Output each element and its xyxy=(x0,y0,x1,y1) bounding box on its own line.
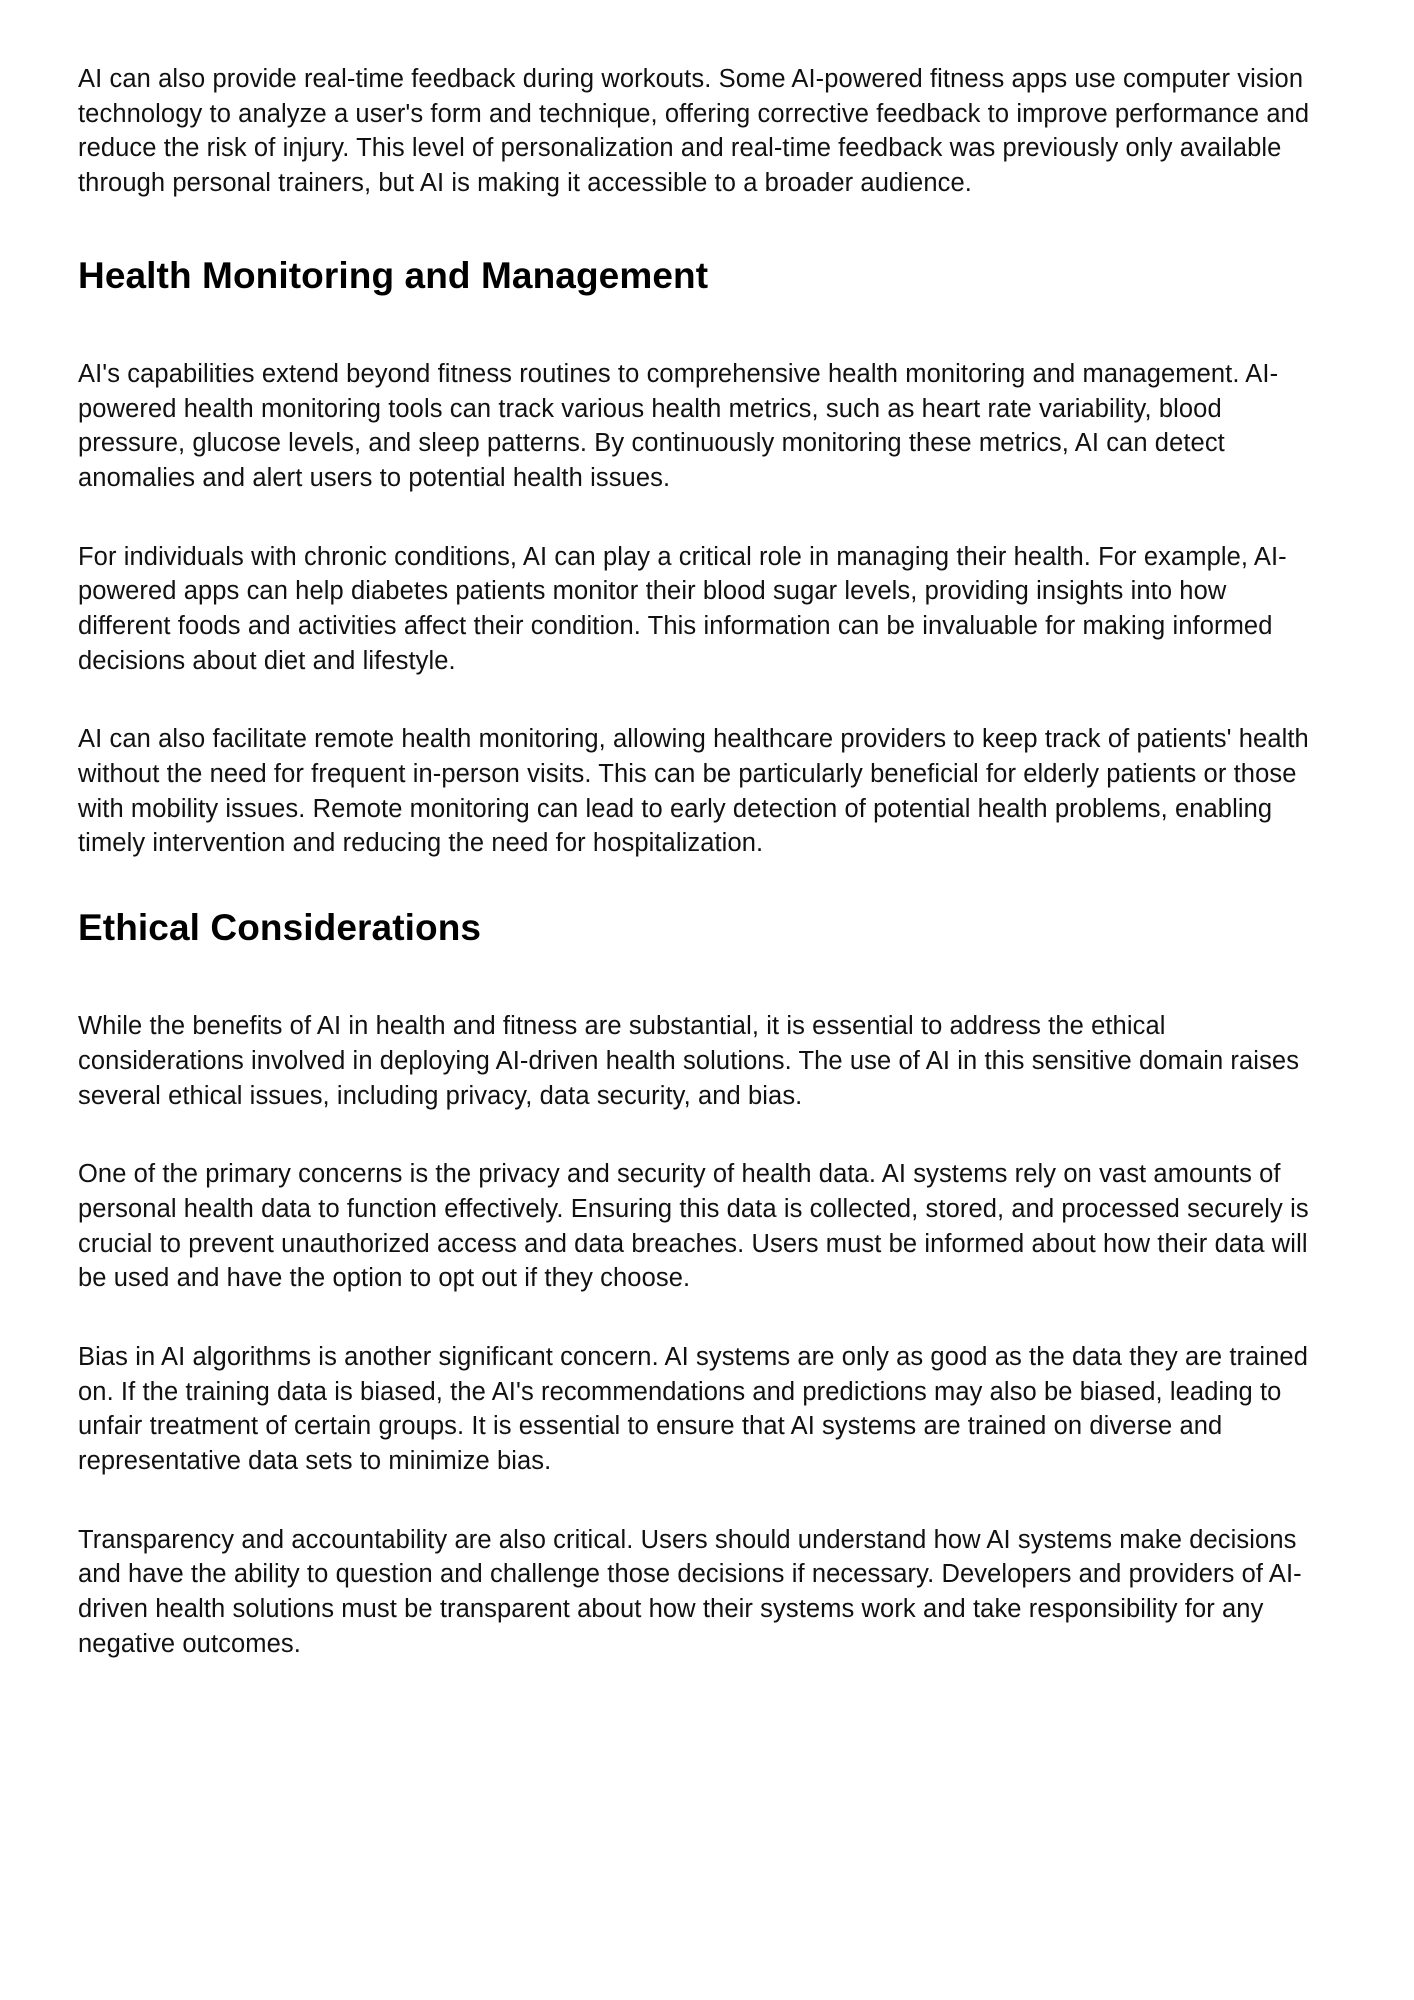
paragraph-privacy-security: One of the primary concerns is the privacy and security of health data. AI systems rely on vast amounts of personal health data to function effectively. Ensuring this data is collected, stored, and processed securely is crucial to prevent unauthorized access and data breaches. Users must be informed about how their data will be used and have the option to opt out if they choose. xyxy=(78,1160,1309,1293)
document-body xyxy=(78,62,1310,1661)
paragraph-bias: Bias in AI algorithms is another significant concern. AI systems are only as good as the data they are trained on. If the training data is biased, the AI's recommendations and predictions may also be biased, leading to unfair treatment of certain groups. It is essential to ensure that AI systems are trained on diverse and representative data sets to minimize bias. xyxy=(78,1342,1308,1475)
paragraph-transparency: Transparency and accountability are also critical. Users should understand how AI systems make decisions and have the ability to question and challenge those decisions if necessary. Developers and providers of AI-driven health solutions must be transparent about how their systems work and take responsibility for any negative outcomes. xyxy=(78,1525,1302,1658)
paragraph-chronic-conditions: For individuals with chronic conditions, AI can play a critical role in managing their health. For example, AI-powered apps can help diabetes patients monitor their blood sugar levels, providing insights into how different foods and activities affect their condition. This information can be invaluable for making informed decisions about diet and lifestyle. xyxy=(78,542,1287,675)
paragraph-realtime-feedback: AI can also provide real-time feedback during workouts. Some AI-powered fitness apps use computer vision technology to analyze a user's form and technique, offering corrective feedback to improve performance and reduce the risk of injury. This level of personalization and real-time feedback was previously only available through personal trainers, but AI is making it accessible to a broader audience. xyxy=(78,65,1310,198)
paragraph-ethical-issues: While the benefits of AI in health and fitness are substantial, it is essential to address the ethical considerations involved in deploying AI-driven health solutions. The use of AI in this sensitive domain raises several ethical issues, including privacy, data security, and bias. xyxy=(78,1012,1300,1110)
paragraph-health-metrics: AI's capabilities extend beyond fitness routines to comprehensive health monitoring and management. AI-powered health monitoring tools can track various health metrics, such as heart rate variability, blood pressure, glucose levels, and sleep patterns. By continuously monitoring these metrics, AI can detect anomalies and alert users to potential health issues. xyxy=(78,359,1279,492)
heading-ethical-considerations: Ethical Considerations xyxy=(78,907,482,948)
heading-health-monitoring-and-management: Health Monitoring and Management xyxy=(78,254,709,296)
paragraph-remote-monitoring: AI can also facilitate remote health monitoring, allowing healthcare providers to keep track of patients' health without the need for frequent in-person visits. This can be particularly beneficial for elderly patients or those with mobility issues. Remote monitoring can lead to early detection of potential health problems, enabling timely intervention and reducing the need for hospitalization. xyxy=(78,725,1309,858)
